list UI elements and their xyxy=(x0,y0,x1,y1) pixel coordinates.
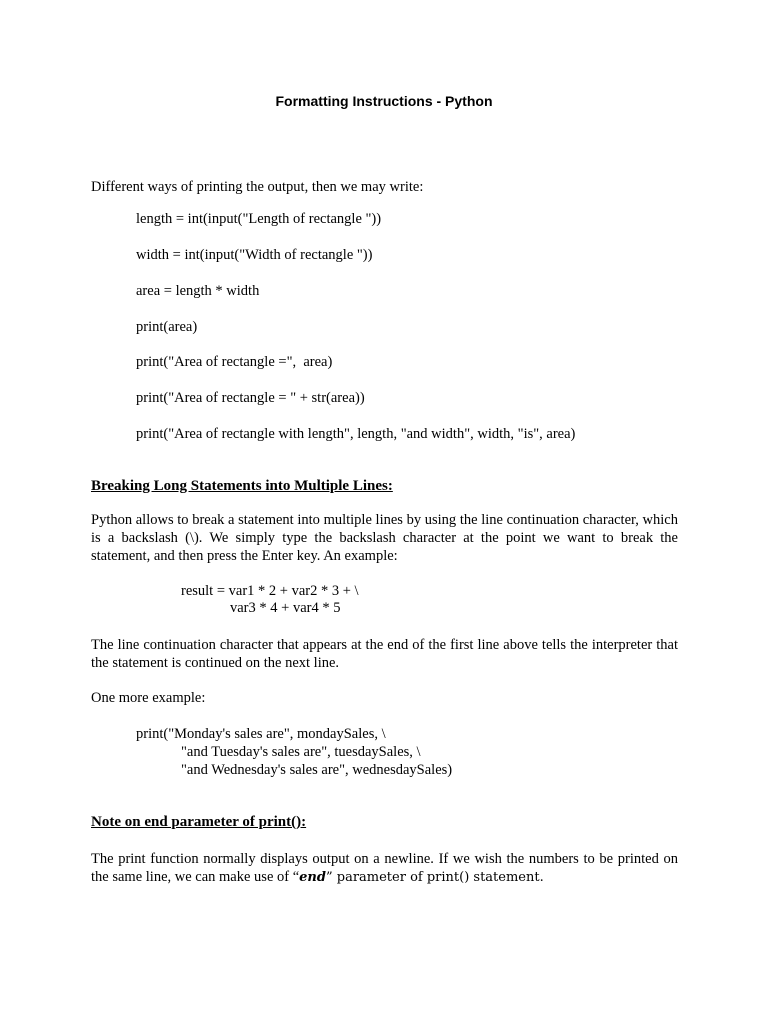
code-line: area = length * width xyxy=(136,283,260,299)
section-heading: Note on end parameter of print(): xyxy=(91,814,307,830)
code-line: result = var1 * 2 + var2 * 3 + \ xyxy=(181,583,359,599)
intro-text: Different ways of printing the output, then we may write: xyxy=(91,179,424,195)
end-keyword: end xyxy=(299,870,326,885)
paragraph-text: The print function normally displays output on a newline. If we wish the numbers to be printed on the same line, we can make use of “ xyxy=(91,851,678,885)
paragraph-text: ” parameter of print() statement. xyxy=(325,870,544,885)
code-line: length = int(input("Length of rectangle ")) xyxy=(136,211,382,227)
code-line: "and Tuesday's sales are", tuesdaySales, \ xyxy=(181,744,421,760)
paragraph: One more example: xyxy=(91,690,206,706)
code-line: print("Area of rectangle with length", length, "and width", width, "is", area) xyxy=(136,426,576,442)
paragraph xyxy=(91,850,678,887)
code-line: var3 * 4 + var4 * 5 xyxy=(230,600,341,616)
code-line: print("Area of rectangle =", area) xyxy=(136,354,333,370)
code-line: "and Wednesday's sales are", wednesdaySales) xyxy=(181,762,453,778)
code-line: print("Area of rectangle = " + str(area)) xyxy=(136,390,365,406)
paragraph: The line continuation character that appears at the end of the first line above tells the interpreter that the statement is continued on the next line. xyxy=(91,637,678,671)
paragraph: Python allows to break a statement into multiple lines by using the line continuation character, which is a backslash (\). We simply type the backslash character at the point we want to break the statement, and then press the Enter key. An example: xyxy=(91,512,678,564)
code-line: width = int(input("Width of rectangle ")) xyxy=(136,247,373,263)
code-line: print(area) xyxy=(136,319,198,335)
code-line: print("Monday's sales are", mondaySales, \ xyxy=(136,726,386,742)
section-heading: Breaking Long Statements into Multiple Lines: xyxy=(91,478,393,494)
page-title: Formatting Instructions - Python xyxy=(275,93,493,109)
